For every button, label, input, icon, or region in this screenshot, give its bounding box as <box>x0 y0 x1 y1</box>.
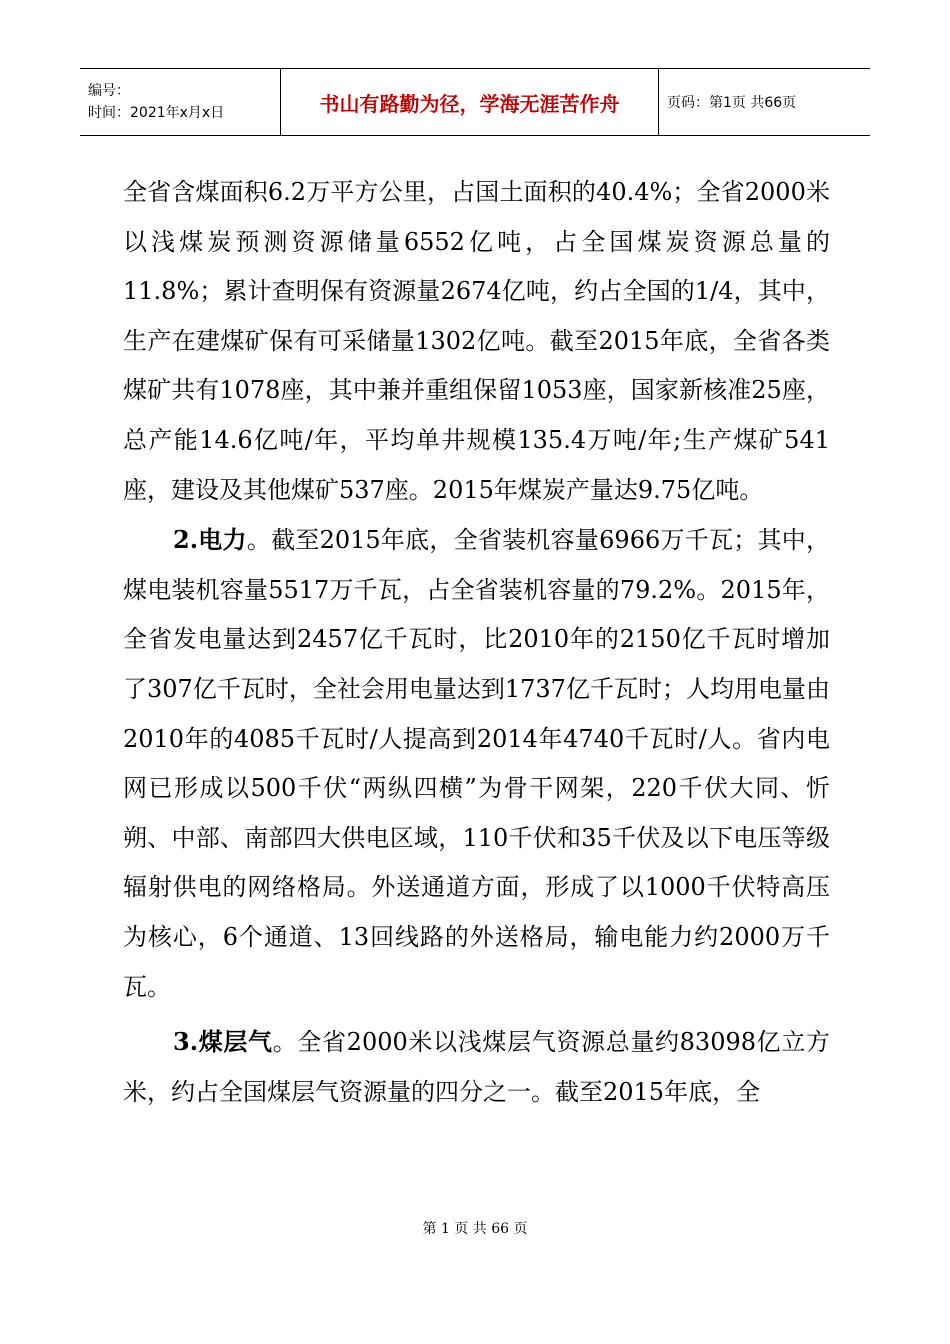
header-meta-cell <box>80 69 281 135</box>
paragraph-coal: 全省含煤面积6.2万平方公里，占国土面积的40.4%；全省2000米以浅煤炭预测资源储量6552亿吨，占全国煤炭资源总量的11.8%；累计查明保有资源量2674亿吨，约占全国的1/4，其中，生产在建煤矿保有可采储量1302亿吨。截至2015年底，全省各类煤矿共有1078座，其中兼并重组保留1053座，国家新核准25座，总产能14.6亿吨/年，平均单井规模135.4万吨/年;生产煤矿541座，建设及其他煤矿537座。2015年煤炭产量达9.75亿吨。 <box>123 178 830 504</box>
page-footer: 第 1 页 共 66 页 <box>422 1221 528 1237</box>
section-heading-coalbed-methane: 3.煤层气 <box>173 1027 273 1057</box>
document-date: 时间：2021年x月x日 <box>88 105 225 121</box>
paragraph-electricity-text: 。截至2015年底，全省装机容量6966万千瓦；其中，煤电装机容量5517万千瓦，占全省装机容量的79.2%。2015年，全省发电量达到2457亿千瓦时，比2010年的2150亿千瓦时增加了307亿千瓦时，全社会用电量达到1737亿千瓦时；人均用电量由2010年的4085千瓦时/人提高到2014年4740千瓦时/人。省内电网已形成以500千伏“两纵四横”为骨干网架，220千伏大同、忻朔、中部、南部四大供电区域，110千伏和35千伏及以下电压等级辐射供电的网络格局。外送通道方面，形成了以1000千伏特高压为核心，6个通道、13回线路的外送格局，输电能力约2000万千瓦。 <box>123 526 830 1001</box>
section-heading-electricity: 2.电力 <box>173 525 247 555</box>
paragraph-electricity <box>123 515 830 1012</box>
document-body <box>123 168 830 1117</box>
paragraph-coalbed-methane-text: 。全省2000米以浅煤层气资源总量约83098亿立方米，约占全国煤层气资源量的四分之一。截至2015年底，全 <box>123 1028 830 1106</box>
document-number-label: 编号： <box>88 83 130 99</box>
document-header <box>80 68 870 136</box>
header-page-info: 页码：第1页 共66页 <box>667 95 797 111</box>
paragraph-coalbed-methane <box>123 1017 830 1117</box>
header-motto: 书山有路勤为径，学海无涯苦作舟 <box>281 69 659 135</box>
